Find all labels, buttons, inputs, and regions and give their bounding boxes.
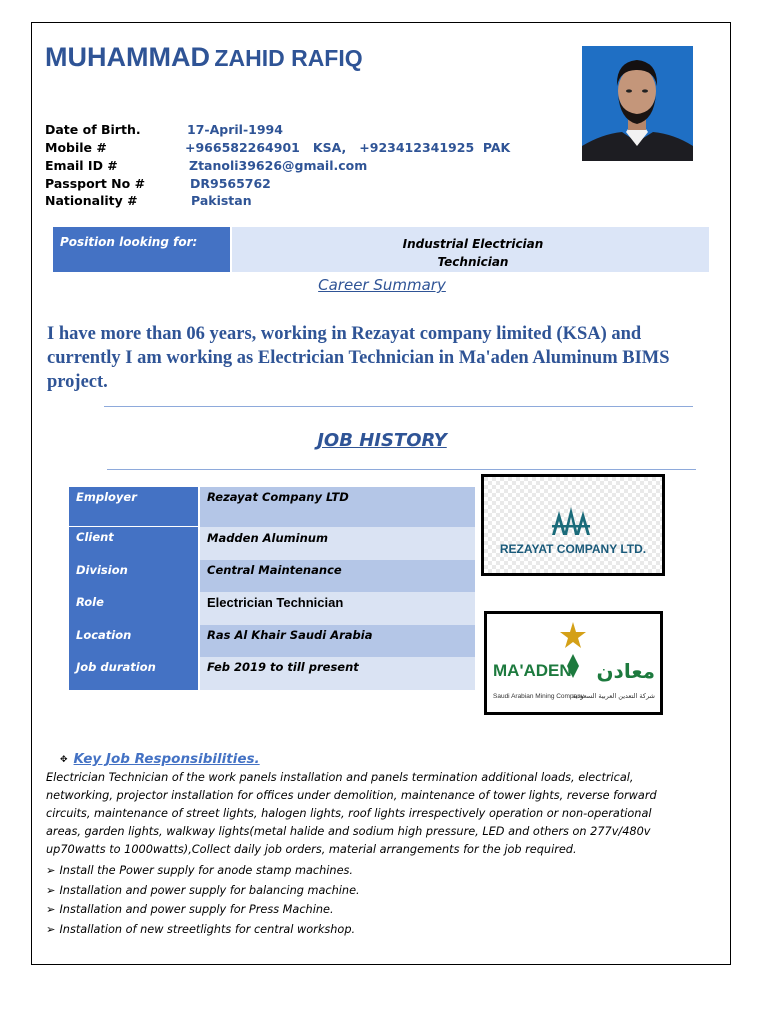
paragraph-line: circuits, maintenance of street lights, halogen lights, roof lights irrespectively operation or non-operational (46, 807, 652, 820)
table-row (69, 592, 475, 625)
location-value: Ras Al Khair Saudi Arabia (198, 625, 475, 657)
responsibilities-heading (60, 751, 260, 767)
career-summary-text (47, 322, 735, 394)
paragraph-line: areas, garden lights, walkway lights(metal halide and sodium high pressure, LED and others on 277v/480v (46, 825, 651, 838)
employer-value: Rezayat Company LTD (198, 487, 475, 527)
client-value: Madden Aluminum (198, 527, 475, 560)
summary-line: currently I am working as Electrician Technician in Ma'aden Aluminum BIMS (47, 348, 670, 368)
maaden-sub-text: Saudi Arabian Mining Company (493, 693, 585, 700)
client-label: Client (69, 527, 198, 560)
mobile-label: Mobile # (45, 140, 107, 155)
division-label: Division (69, 560, 198, 592)
role-label: Role (69, 592, 198, 625)
list-item-text: Installation and power supply for balancing machine. (59, 883, 360, 897)
maaden-sub-arabic: شركة التعدين العربية السعودية (572, 692, 655, 700)
candidate-name (45, 44, 363, 71)
list-item (46, 920, 360, 940)
arrow-bullet-icon: ➢ (46, 903, 56, 917)
responsibilities-title: Key Job Responsibilities. (73, 751, 260, 767)
career-summary-title: Career Summary (318, 276, 446, 294)
list-item (46, 900, 360, 920)
division-value: Central Maintenance (198, 560, 475, 592)
dob-label: Date of Birth. (45, 122, 141, 137)
position-value (353, 235, 593, 271)
paragraph-line: Electrician Technician of the work panels installation and panels termination additional loads, electrical, (46, 771, 634, 784)
employer-label: Employer (69, 487, 198, 527)
mobile-value: +966582264901 KSA, +923412341925 PAK (185, 140, 511, 155)
list-item-text: Installation and power supply for Press Machine. (59, 903, 334, 917)
summary-line: I have more than 06 years, working in Rezayat company limited (KSA) and (47, 324, 642, 344)
duration-label: Job duration (69, 657, 198, 690)
dob-value: 17-April-1994 (187, 122, 283, 137)
paragraph-line: networking, projector installation for offices under demolition, maintenance of tower lights, reverse forward (46, 789, 657, 802)
position-value-line1: Industrial Electrician (402, 237, 544, 251)
rezayat-logo-text: REZAYAT COMPANY LTD. (499, 542, 647, 556)
summary-line: project. (47, 372, 108, 392)
duration-value: Feb 2019 to till present (198, 657, 475, 690)
passport-label: Passport No # (45, 176, 146, 191)
name-rest: ZAHID RAFIQ (214, 45, 363, 71)
table-row (69, 625, 475, 657)
maaden-logo (484, 611, 663, 715)
list-item (46, 881, 360, 901)
position-label: Position looking for: (53, 227, 232, 272)
email-label: Email ID # (45, 158, 118, 173)
email-value: Ztanoli39626@gmail.com (189, 158, 368, 173)
list-item (46, 861, 360, 881)
paragraph-line: up70watts to 1000watts),Collect daily job orders, material arrangements for the job required. (46, 843, 577, 856)
position-box (53, 227, 709, 272)
list-item-text: Installation of new streetlights for central workshop. (59, 923, 356, 937)
responsibilities-list (46, 861, 360, 940)
responsibilities-paragraph (46, 769, 733, 859)
arrow-bullet-icon: ➢ (46, 883, 56, 897)
table-row (69, 657, 475, 690)
maaden-arabic-text: معادن (596, 659, 655, 683)
nationality-value: Pakistan (191, 193, 252, 208)
divider (107, 469, 696, 470)
divider (104, 406, 693, 407)
job-history-table (69, 487, 475, 690)
position-value-line2: Technician (437, 255, 509, 269)
arrow-bullet-icon: ➢ (46, 923, 56, 937)
profile-photo (582, 46, 693, 161)
location-label: Location (69, 625, 198, 657)
nationality-label: Nationality # (45, 193, 138, 208)
list-item-text: Install the Power supply for anode stamp machines. (59, 864, 354, 877)
passport-value: DR9565762 (190, 176, 271, 191)
role-value: Electrician Technician (198, 592, 475, 625)
arrow-bullet-icon: ➢ (46, 864, 56, 877)
table-row (69, 527, 475, 560)
table-row (69, 487, 475, 527)
bullet-diamond-icon: ✥ (60, 755, 68, 765)
rezayat-logo (481, 474, 665, 576)
maaden-logo-text: MA'ADEN (493, 661, 572, 680)
name-first: MUHAMMAD (45, 42, 210, 72)
table-row (69, 560, 475, 592)
job-history-title: JOB HISTORY (317, 430, 447, 451)
